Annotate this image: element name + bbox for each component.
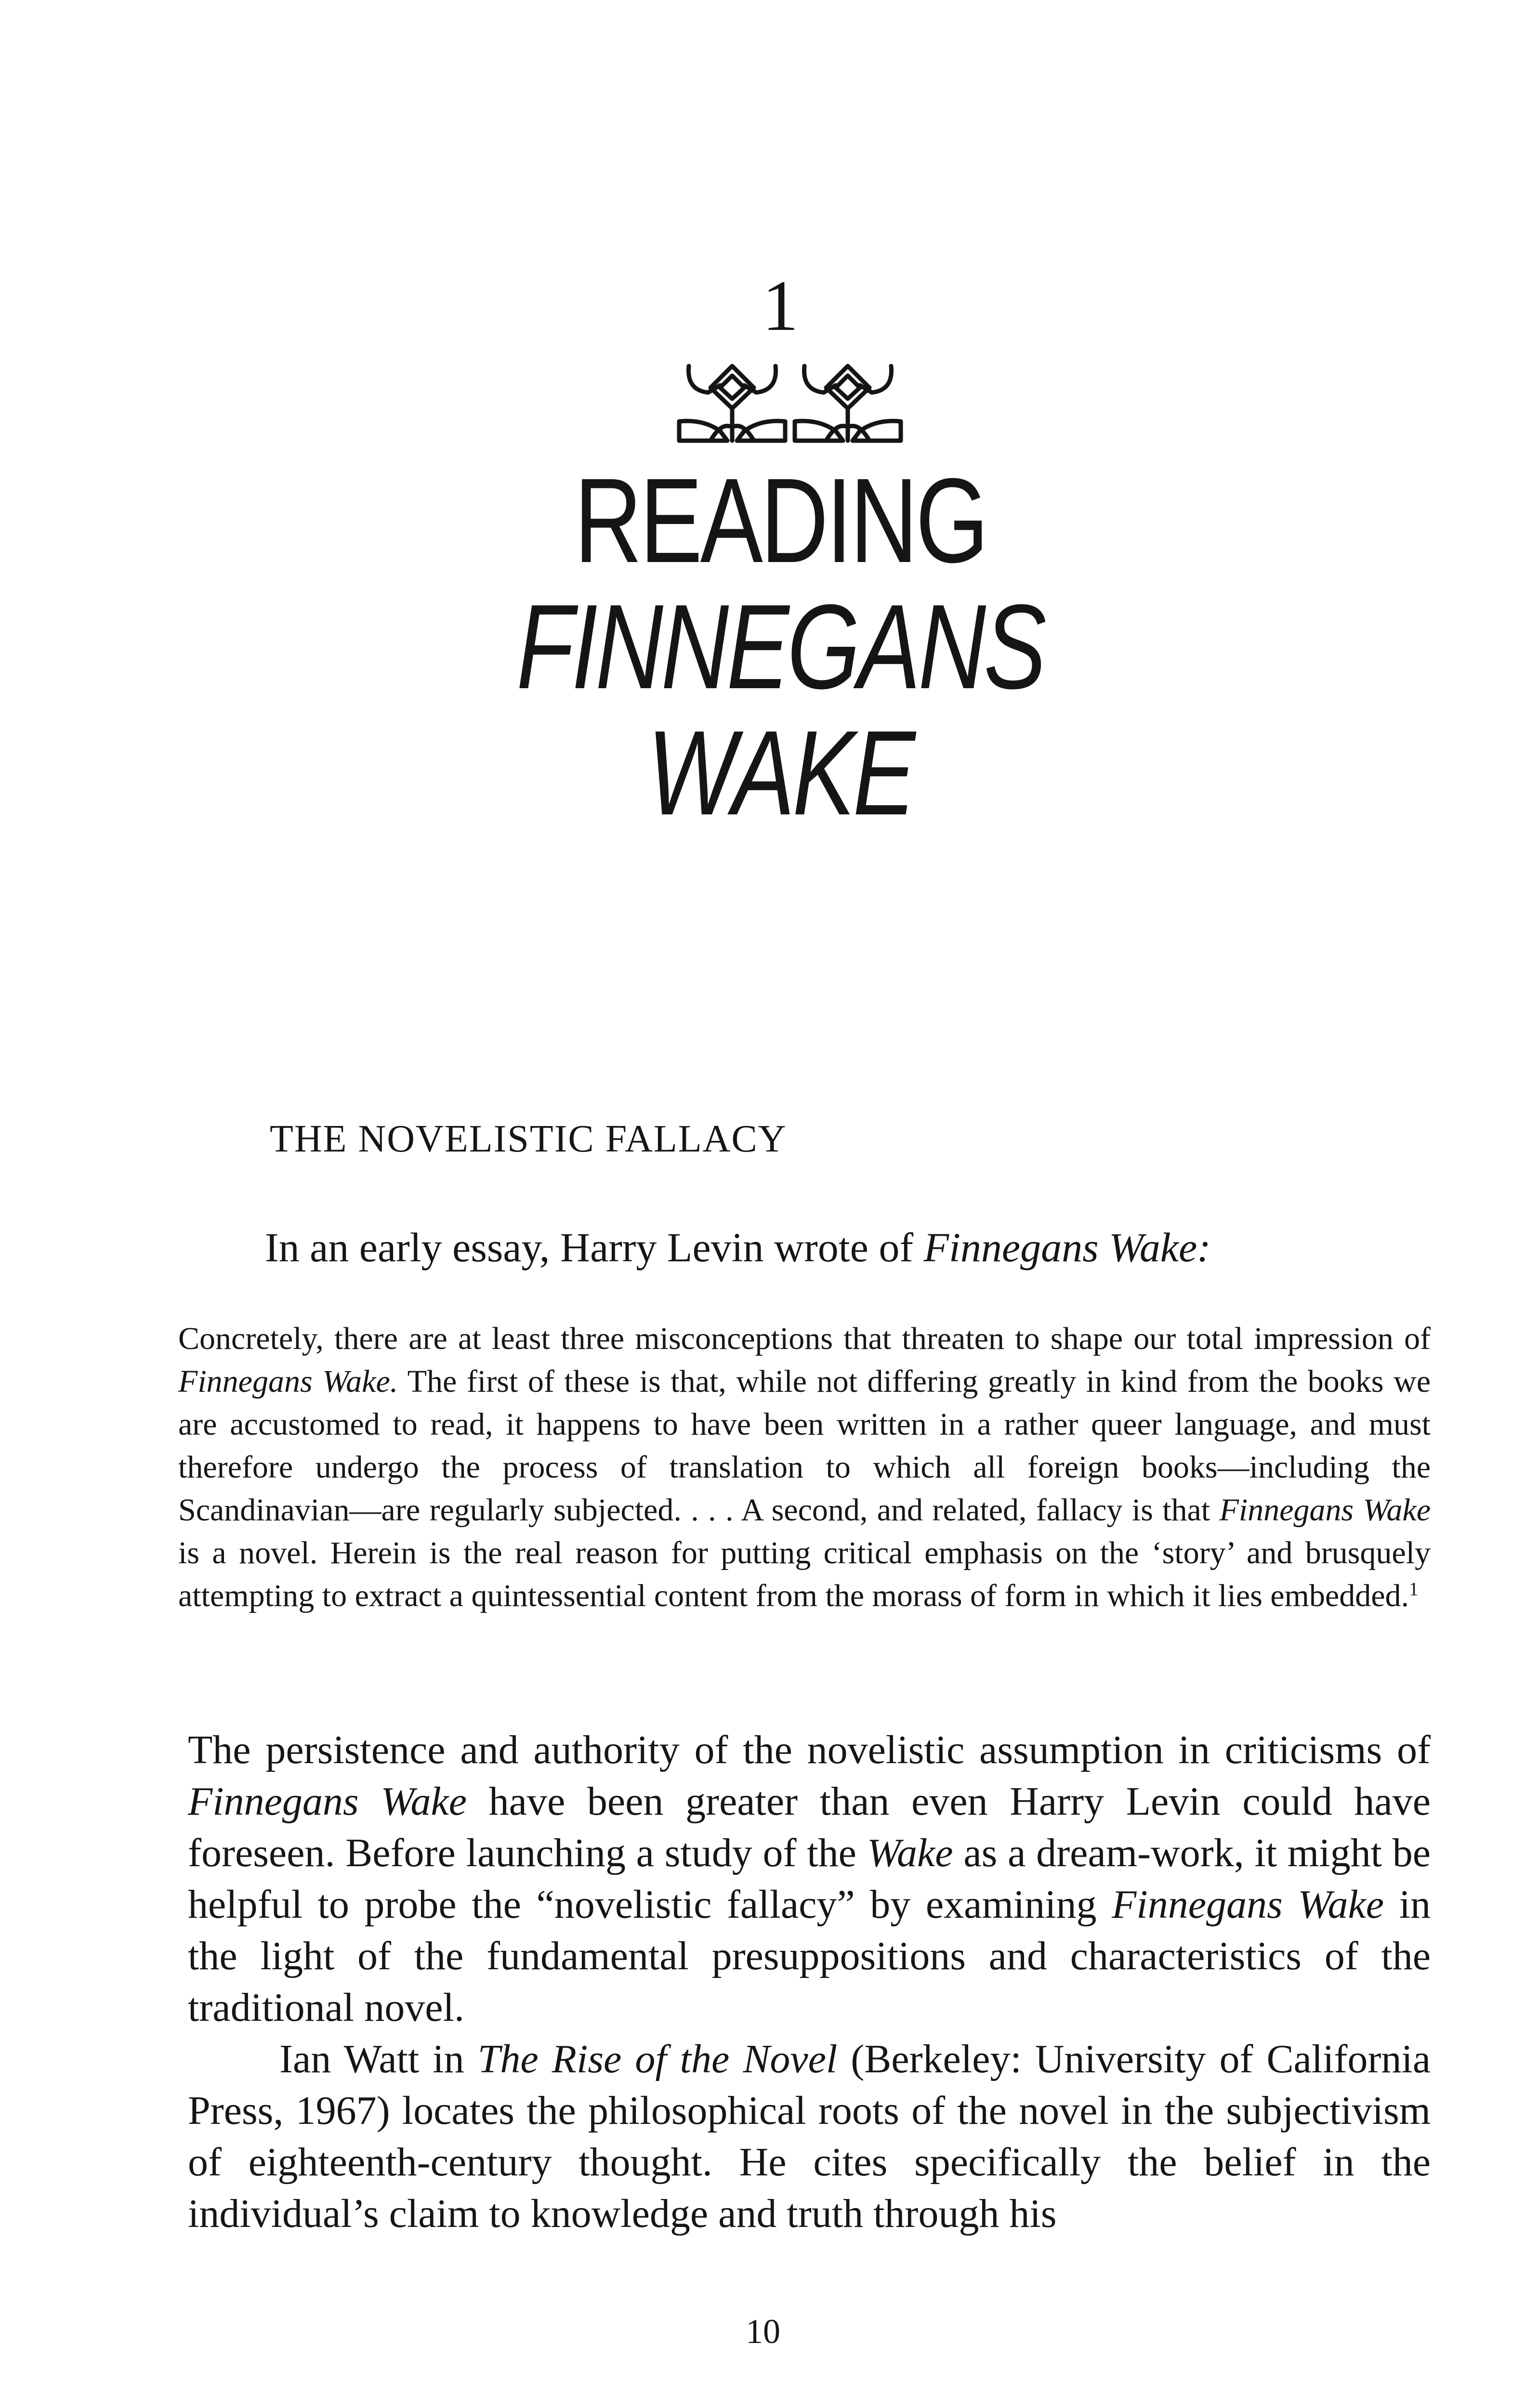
paragraph-text: (Berkeley: University of California Press, 1967) locates the philosophical roots of the novel in the subjectivism of eighteenth-century thought. He cites specifically the belief in the individual’s claim to knowledge and truth through his [188,2037,1431,2236]
paragraph-text: in the light of the fundamental presuppositions and characteristics of the traditional novel. [188,1882,1431,2030]
page-number: 10 [746,2312,780,2351]
chapter-title-line: WAKE [647,706,913,840]
chapter-number: 1 [762,266,799,346]
paragraph-text: Ian Watt in [279,2037,478,2081]
quote-book-title: Finnegans Wake [1219,1492,1431,1528]
section-heading: THE NOVELISTIC FALLACY [270,1118,787,1160]
intro-sentence [265,1223,1211,1271]
book-title: Finnegans Wake [188,1779,467,1824]
book-title: Finnegans Wake [1112,1882,1384,1927]
intro-book-title: Finnegans Wake: [923,1224,1211,1270]
quote-text: The first of these is that, while not differing greatly in kind from the books we are accustomed to read, it happens to have been written in a rather queer language, and must therefore undergo the process of translation to which all foreign books—including the Scandinavian—are regularly subjected. . . . A second, and related, fallacy is that [178,1364,1431,1528]
intro-text: In an early essay, Harry Levin wrote of [265,1224,924,1270]
quote-text: is a novel. Herein is the real reason for putting critical emphasis on the ‘story’ and brusquely attempting to extract a quintessential content from the morass of form in which it lies embedded. [178,1535,1431,1613]
paragraph-text: have been greater than even Harry Levin could have foreseen. Before launching a study of the [188,1779,1431,1875]
double-fleuron-ornament-icon [674,352,906,448]
book-title: Wake [867,1831,953,1875]
quote-text: Concretely, there are at least three misconceptions that threaten to shape our total impression of [178,1321,1431,1356]
book-title: The Rise of the Novel [477,2037,838,2081]
quote-book-title: Finnegans Wake. [178,1364,398,1399]
paragraph-text: as a dream-work, it might be helpful to probe the “novelistic fallacy” by examining [188,1831,1431,1927]
chapter-title-line: FINNEGANS [516,579,1044,714]
chapter-title [171,453,1389,840]
chapter-title-line: READING [574,453,987,588]
block-quote [178,1317,1431,1617]
paragraph [188,2033,1431,2239]
paragraph-text: The persistence and authority of the novelistic assumption in criticisms of [188,1727,1431,1772]
footnote-marker[interactable]: 1 [1409,1578,1419,1599]
paragraph [188,1724,1431,2033]
body-text [188,1724,1431,2239]
